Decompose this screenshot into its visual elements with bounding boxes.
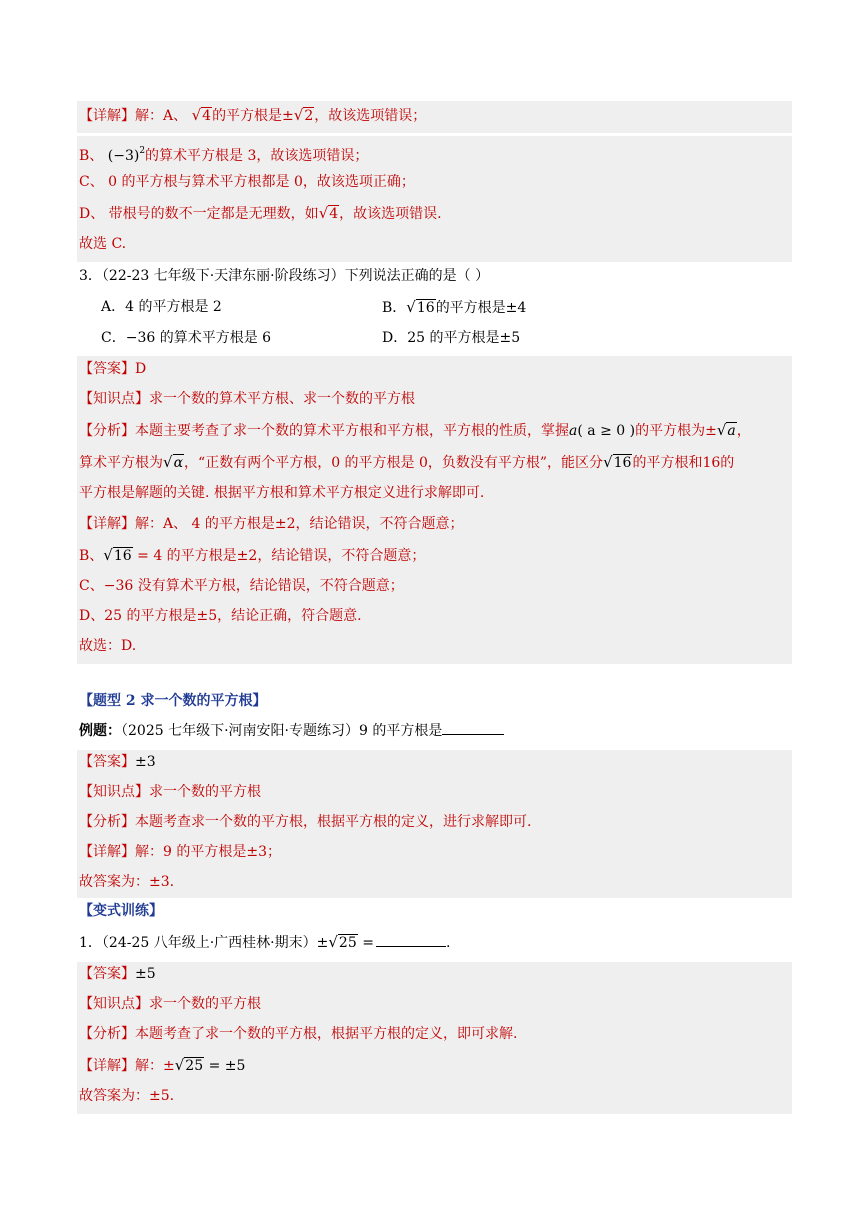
q2-option-c-line: C、 0 的平方根与算术平方根都是 0，故该选项正确；: [79, 174, 415, 190]
q3-detail-a: 【详解】解：A、 4 的平方根是±2，结论错误，不符合题意；: [79, 516, 464, 532]
sqrt-expression: √25: [174, 1056, 204, 1074]
q3-detail-b: B、√16 = 4 的平方根是±2，结论错误，不符合题意；: [79, 544, 425, 566]
q2-jiexi-line: 【详解】解：A、 √4的平方根是±√2，故该选项错误；: [79, 104, 426, 126]
q2-conclusion: 故选 C.: [79, 236, 127, 252]
sqrt-expression: √a: [716, 421, 736, 439]
type2-conclusion: 故答案为：±3.: [79, 874, 175, 890]
q3-answer: 【答案】D: [79, 361, 147, 377]
sqrt-expression: √25: [328, 933, 357, 951]
q2-option-d-line: D、 带根号的数不一定都是无理数，如√4，故该选项错误.: [79, 202, 442, 224]
section-heading-variant: 【变式训练】: [79, 903, 163, 919]
q3-detail-c: C、−36 没有算术平方根，结论错误，不符合题意；: [79, 578, 404, 594]
sqrt-expression: √4: [191, 106, 212, 124]
type2-answer: 【答案】±3: [79, 754, 156, 770]
q3-conclusion: 故选：D.: [79, 638, 137, 654]
q3-stem: 3．（22-23 七年级下·天津东丽·阶段练习）下列说法正确的是（ ）: [79, 268, 490, 284]
q3-knowledge-point: 【知识点】求一个数的算术平方根、求一个数的平方根: [79, 391, 415, 407]
q3-analysis-line1: 【分析】本题主要考查了求一个数的算术平方根和平方根，平方根的性质，掌握a( a ≥ 0 )的平方根为±√a，: [79, 419, 751, 441]
sqrt-expression: √4: [318, 204, 339, 222]
variant-knowledge-point: 【知识点】求一个数的平方根: [79, 996, 261, 1012]
q3-option-b: B．√16的平方根是±4: [382, 296, 526, 318]
q3-analysis-line2: 算术平方根为√α，“正数有两个平方根，0 的平方根是 0，负数没有平方根”，能区分√16的平方根和16的: [79, 451, 734, 473]
q3-option-c: C．−36 的算术平方根是 6: [101, 330, 272, 346]
sqrt-expression: √α: [163, 453, 184, 471]
section-heading-type2: 【题型 2 求一个数的平方根】: [79, 693, 267, 709]
variant-answer: 【答案】±5: [79, 966, 156, 982]
type2-example: 例题：（2025 七年级下·河南安阳·专题练习）9 的平方根是: [79, 720, 504, 742]
q3-detail-d: D、25 的平方根是±5，结论正确，符合题意.: [79, 608, 362, 624]
q3-option-a: A．4 的平方根是 2: [101, 299, 222, 315]
q3-analysis-line3: 平方根是解题的关键. 根据平方根和算术平方根定义进行求解即可.: [79, 485, 485, 501]
sqrt-expression: √16: [406, 298, 435, 316]
answer-blank: [376, 932, 446, 947]
sqrt-expression: √2: [293, 106, 314, 124]
q3-option-d: D．25 的平方根是±5: [382, 330, 521, 346]
sqrt-expression: √16: [603, 453, 632, 471]
q2-option-b-line: B、 $(-3)^2$的算术平方根是 3，故该选项错误；: [79, 146, 369, 164]
variant-analysis: 【分析】本题考查了求一个数的平方根，根据平方根的定义，即可求解.: [79, 1026, 518, 1042]
variant-q1: 1．（24-25 八年级上·广西桂林·期末）±√25 = .: [79, 931, 450, 953]
type2-analysis: 【分析】本题考查求一个数的平方根，根据平方根的定义，进行求解即可.: [79, 814, 532, 830]
variant-detail: 【详解】解：±√25 = ±5: [79, 1054, 245, 1076]
type2-knowledge-point: 【知识点】求一个数的平方根: [79, 784, 261, 800]
variant-conclusion: 故答案为：±5.: [79, 1088, 175, 1104]
sqrt-expression: √16: [103, 546, 132, 564]
answer-blank: [442, 720, 504, 735]
type2-detail: 【详解】解：9 的平方根是±3；: [79, 844, 281, 860]
